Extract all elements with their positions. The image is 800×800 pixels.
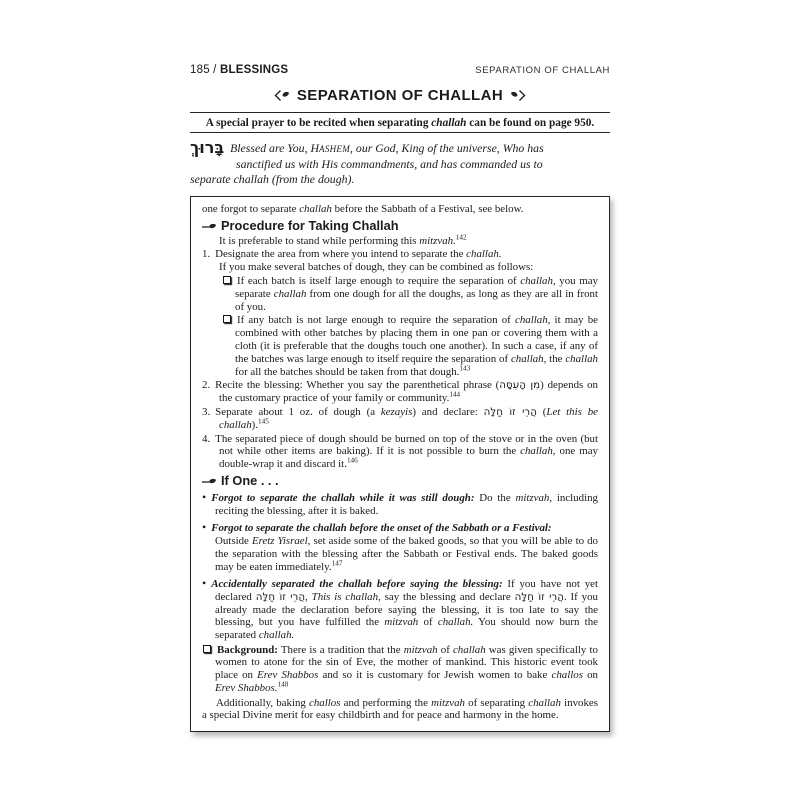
continuation-paragraph: one forgot to separate challah before the Sabbath of a Festival, see below. [202, 203, 524, 215]
blessing-line: separate challah (from the dough). [190, 172, 355, 186]
checkbox-square-icon [223, 315, 231, 323]
blessing-paragraph [190, 140, 610, 187]
page-title: SEPARATION OF CHALLAH [296, 87, 504, 104]
running-header-title: SEPARATION OF CHALLAH [475, 65, 610, 76]
section-title-row [190, 87, 610, 104]
numbered-item-3: 3. Separate about 1 oz. of dough (a kezayis) and declare: הֲרֵי זוֹ חַלָּה (Let this be challah).$^{145}$ [202, 405, 598, 431]
blessing-line: sanctified us with His commandments, and has commanded us to [236, 157, 543, 171]
numbered-item-2: 2. Recite the blessing: Whether you say the parenthetical phrase (מִן הָעִסָּה) depends on the customary practice of your family or community.$^{144}$ [202, 379, 598, 405]
stand-note: It is preferable to stand while performing this mitzvah.$^{142}$ [219, 232, 467, 247]
running-header [190, 64, 610, 76]
checkbox-square-icon [223, 276, 231, 284]
closing-paragraph: Additionally, baking challos and performing the mitzvah of separating challah invokes a special Divine merit for easy childbirth and for peace and harmony in the home. [202, 696, 598, 722]
bullet-forgot-dough: • Forgot to separate the challah while it was still dough: Do the mitzvah, including reciting the blessing, after it is baked. [202, 490, 598, 518]
checkbox-item-each-batch: If each batch is itself large enough to require the separation of challah, you may separate challah from one dough for all the doughs, as long as they are all in front of you. [222, 275, 598, 313]
title-ornament-right-icon [510, 89, 527, 102]
background-item: Background: There is a tradition that the mitzvah of challah was given specifically to women to atone for the sin of Eve, the mother of mankind. This historic event took place on Erev Shabbos and so it is customary for Jewish women to bake challos on Erev Shabbos.$^{148}$ [202, 644, 598, 695]
book-page [190, 64, 610, 732]
if-one-heading-label: If One . . . [221, 472, 279, 488]
leaf-ornament-icon [202, 477, 217, 486]
numbered-item-1: 1. Designate the area from where you intend to separate the challah. If you make several batches of dough, they can be combined as follows: [202, 248, 534, 274]
page-number-and-section: 185 / BLESSINGS [190, 64, 289, 76]
bullet-accidentally-separated: • Accidentally separated the challah before saying the blessing: If you have not yet declared הֲרֵי זוֹ חַלָּה, This is challah, say the blessing and declare הֲרֵי זוֹ חַלָּה. If you already made the declaration before saying the blessing, it is too late to say the blessing, but you have fulfilled the mitzvah of challah. You should now burn the separated challah. [202, 576, 598, 642]
procedure-heading [202, 217, 598, 233]
if-one-heading [202, 472, 598, 488]
instructions-box [190, 196, 610, 732]
numbered-item-4: 4. The separated piece of dough should be burned on top of the stove or in the oven (but not while other items are baking). If it is not possible to burn the challah, one may double-wrap it and discard it.$^{146}$ [202, 432, 598, 471]
leaf-ornament-icon [202, 222, 217, 231]
blessing-line: בָּרוּךְ Blessed are You, HASHEM, our God, King of the universe, Who has [190, 138, 544, 157]
title-ornament-left-icon [273, 89, 290, 102]
bullet-forgot-sabbath: • Forgot to separate the challah before the onset of the Sabbath or a Festival: Outside Eretz Yisrael, set aside some of the baked goods, so that you will be able to do the separation with the blessing after the Sabbath or Festival ends. The baked goods may be eaten immediately.$^{147}$ [202, 520, 599, 573]
procedure-heading-label: Procedure for Taking Challah [221, 217, 399, 233]
special-prayer-notice: A special prayer to be recited when separating challah can be found on page 950. [190, 112, 610, 133]
checkbox-item-any-batch: If any batch is not large enough to require the separation of challah, it may be combined with other batches by placing them in one pan or covering them with a cloth (it is preferable that the doughs touch one another). In such a case, if any of the batches was large enough to itself require the separation of challah, the challah for all the batches should be taken from that dough.$^{143}$ [222, 314, 598, 378]
checkbox-square-icon [203, 645, 211, 653]
